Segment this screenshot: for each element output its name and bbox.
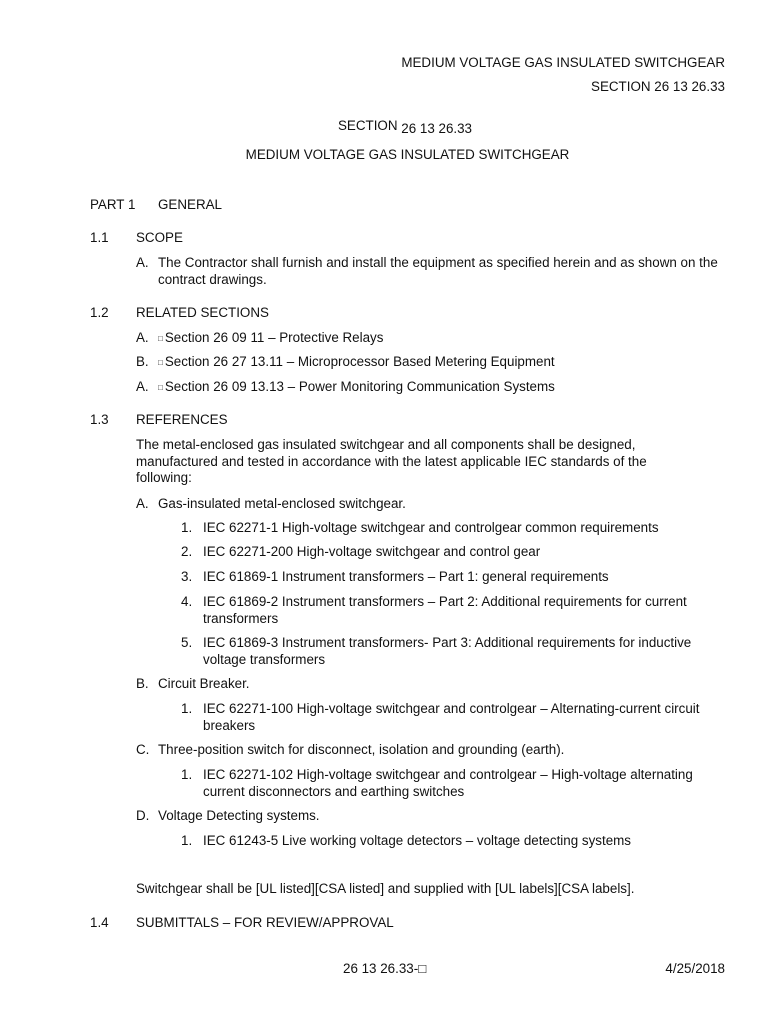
list-number: 5. xyxy=(181,635,193,650)
section-name: MEDIUM VOLTAGE GAS INSULATED SWITCHGEAR xyxy=(245,147,570,162)
list-number: 4. xyxy=(181,594,193,609)
section-title xyxy=(338,118,473,136)
list-item: IEC 61869-3 Instrument transformers- Part 3: Additional requirements for inductive voltage transformers xyxy=(203,635,692,667)
field-marker-icon: □ xyxy=(158,358,163,367)
paragraph-label: D. xyxy=(136,808,150,823)
list-item: IEC 62271-102 High-voltage switchgear and controlgear – High-voltage alternating current disconnectors and earthing switches xyxy=(203,767,693,799)
article-title-submittals: SUBMITTALS – FOR REVIEW/APPROVAL xyxy=(136,915,394,930)
part-label: PART 1 xyxy=(90,197,136,212)
list-number: 1. xyxy=(181,767,193,782)
list-item: IEC 61869-2 Instrument transformers – Part 2: Additional requirements for current transformers xyxy=(203,594,687,626)
list-item: IEC 61243-5 Live working voltage detectors – voltage detecting systems xyxy=(203,833,631,848)
article-title-references: REFERENCES xyxy=(136,412,228,427)
article-title-related: RELATED SECTIONS xyxy=(136,305,269,320)
references-intro: The metal-enclosed gas insulated switchgear and all components shall be designed, manufactured and tested in accordance with the latest applicable IEC standards of the following: xyxy=(136,437,647,485)
related-item-text: Section 26 27 13.11 – Microprocessor Based Metering Equipment xyxy=(164,354,555,369)
header-title: MEDIUM VOLTAGE GAS INSULATED SWITCHGEAR xyxy=(401,55,725,70)
scope-paragraph: The Contractor shall furnish and install the equipment as specified herein and as shown on the contract drawings. xyxy=(158,255,718,287)
paragraph-text: Gas-insulated metal-enclosed switchgear. xyxy=(158,496,406,511)
paragraph-label: A. xyxy=(136,496,149,511)
related-item-label: A. xyxy=(136,330,149,345)
list-item: IEC 62271-200 High-voltage switchgear and control gear xyxy=(203,544,541,559)
footer-date: 4/25/2018 xyxy=(665,961,725,976)
section-number: 26 13 26.33 xyxy=(401,121,473,136)
related-item-label: A. xyxy=(136,379,149,394)
related-item-label: B. xyxy=(136,354,149,369)
list-item: IEC 61869-1 Instrument transformers – Part 1: general requirements xyxy=(203,569,609,584)
list-item: IEC 62271-1 High-voltage switchgear and controlgear common requirements xyxy=(203,520,659,535)
related-item-text: Section 26 09 11 – Protective Relays xyxy=(164,330,384,345)
related-item xyxy=(158,379,555,394)
article-number: 1.2 xyxy=(90,305,109,320)
footer-page-number: 26 13 26.33-□ xyxy=(343,961,427,976)
list-number: 1. xyxy=(181,520,193,535)
paragraph-label: C. xyxy=(136,742,150,757)
list-number: 1. xyxy=(181,833,193,848)
paragraph-text: Circuit Breaker. xyxy=(158,676,250,691)
paragraph-label: A. xyxy=(136,255,149,270)
header-section: SECTION 26 13 26.33 xyxy=(591,79,725,94)
article-number: 1.1 xyxy=(90,230,109,245)
section-word: SECTION xyxy=(338,118,398,133)
list-number: 2. xyxy=(181,544,193,559)
paragraph-label: B. xyxy=(136,676,149,691)
list-number: 3. xyxy=(181,569,193,584)
related-item xyxy=(158,330,383,345)
part-title: GENERAL xyxy=(158,197,222,212)
field-marker-icon: □ xyxy=(158,383,163,392)
paragraph-text: Voltage Detecting systems. xyxy=(158,808,320,823)
list-number: 1. xyxy=(181,701,193,716)
article-number: 1.3 xyxy=(90,412,109,427)
related-item xyxy=(158,354,555,369)
listing-note: Switchgear shall be [UL listed][CSA listed] and supplied with [UL labels][CSA labels]. xyxy=(136,881,635,896)
article-title-scope: SCOPE xyxy=(136,230,183,245)
field-marker-icon: □ xyxy=(158,334,163,343)
list-item: IEC 62271-100 High-voltage switchgear and controlgear – Alternating-current circuit breakers xyxy=(203,701,700,733)
article-number: 1.4 xyxy=(90,915,109,930)
paragraph-text: Three-position switch for disconnect, isolation and grounding (earth). xyxy=(158,742,565,757)
related-item-text: Section 26 09 13.13 – Power Monitoring Communication Systems xyxy=(164,379,555,394)
